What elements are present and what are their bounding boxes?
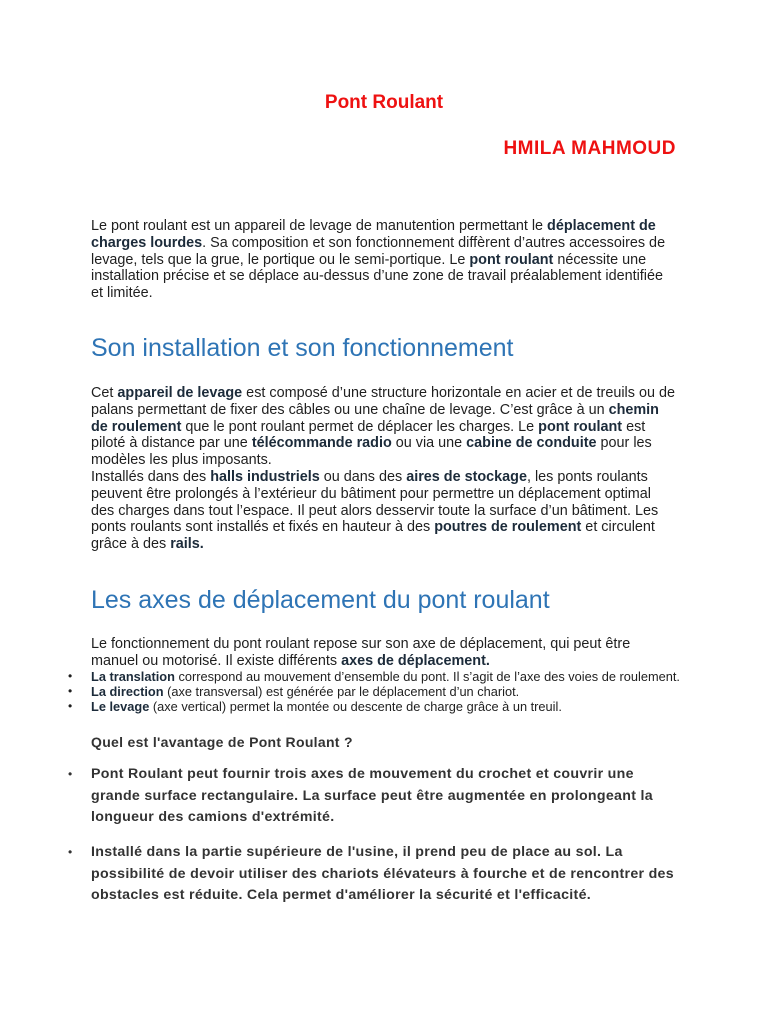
bullet-icon: • bbox=[68, 699, 73, 713]
bold-term: axes de déplacement. bbox=[341, 652, 490, 669]
list-item bbox=[64, 764, 680, 829]
bullet-icon: • bbox=[68, 845, 73, 859]
text-run: Le pont roulant est un appareil de levage de manutention permettant le bbox=[91, 218, 548, 234]
bold-term: télécommande radio bbox=[251, 435, 392, 452]
text-run: , les ponts roulants peuvent être prolongés à l’extérieur du bâtiment pour permettre un déplacement optimal des charges dans tout l’espace. Il peut alors desservir toute la surface d’un bâtiment. Les ponts roulants sont installés et fixés en hauteur à des bbox=[91, 468, 659, 536]
axis-text: (axe transversal) est générée par le déplacement d’un chariot. bbox=[163, 684, 520, 699]
text-run: pour les modèles les plus imposants. bbox=[91, 435, 652, 469]
axis-label: La direction bbox=[91, 684, 164, 699]
text-run: est piloté à distance par une bbox=[91, 418, 646, 452]
advantages-list-item-1 bbox=[64, 764, 680, 829]
axis-label: Le levage bbox=[91, 699, 150, 714]
text-run: . Sa composition et son fonctionnement diffèrent d’autres accessoires de levage, tels que la grue, le portique ou le semi-portique. Le bbox=[91, 234, 666, 268]
axis-label: La translation bbox=[91, 669, 175, 684]
bullet-icon: • bbox=[68, 669, 73, 683]
advantage-text: Pont Roulant peut fournir trois axes de mouvement du crochet et couvrir une grande surface rectangulaire. La surface peut être augmentée en prolongeant la longueur des camions d'extrémité. bbox=[91, 766, 653, 825]
list-item bbox=[64, 842, 680, 907]
bold-term: poutres de roulement bbox=[434, 519, 582, 536]
bold-term: appareil de levage bbox=[117, 385, 243, 401]
text-run: Le fonctionnement du pont roulant repose sur son axe de déplacement, qui peut être manuel ou motorisé. Il existe différents bbox=[91, 636, 631, 669]
bold-term: pont roulant bbox=[469, 251, 554, 268]
text-run: ou dans des bbox=[319, 468, 407, 485]
text-run: ou via une bbox=[391, 435, 467, 452]
advantage-question: Quel est l'avantage de Pont Roulant ? bbox=[91, 734, 353, 750]
advantages-list-item-2 bbox=[64, 842, 680, 907]
bullet-icon: • bbox=[68, 684, 73, 698]
bold-term: halls industriels bbox=[210, 468, 320, 485]
installation-paragraph bbox=[91, 385, 675, 553]
bold-term: cabine de conduite bbox=[466, 435, 597, 452]
advantage-text: Installé dans la partie supérieure de l'usine, il prend peu de place au sol. La possibilité de devoir utiliser des chariots élévateurs à fourche et de rencontrer des obstacles est réduite. Cela permet d'améliorer la sécurité et l'efficacité. bbox=[91, 844, 674, 903]
axes-paragraph bbox=[91, 636, 675, 670]
text-run: Cet bbox=[91, 385, 118, 401]
list-item bbox=[64, 669, 680, 684]
bullet-icon: • bbox=[68, 767, 73, 781]
document-title: Pont Roulant bbox=[324, 92, 444, 113]
text-run: nécessite une installation précise et se déplace au-dessus d’une zone de travail préalablement identifiée et limitée. bbox=[91, 251, 663, 302]
text-run: est composé d’une structure horizontale en acier et de treuils ou de palans permettant de fixer des câbles ou une chaîne de levage. C’est grâce à un bbox=[91, 385, 675, 418]
bold-term: aires de stockage bbox=[406, 468, 527, 485]
text-run: et circulent grâce à des bbox=[91, 519, 655, 553]
section-heading-installation: Son installation et son fonctionnement bbox=[91, 334, 514, 362]
list-item bbox=[64, 684, 680, 699]
axes-list bbox=[64, 669, 680, 714]
section-heading-axes: Les axes de déplacement du pont roulant bbox=[91, 586, 550, 614]
bold-term: rails. bbox=[170, 536, 204, 553]
text-run: que le pont roulant permet de déplacer les charges. Le bbox=[181, 418, 539, 435]
text-run: Installés dans des bbox=[91, 468, 211, 485]
axis-text: correspond au mouvement d’ensemble du pont. Il s’agit de l’axe des voies de roulement. bbox=[174, 669, 680, 684]
bold-term: déplacement de charges lourdes bbox=[91, 218, 656, 251]
intro-paragraph bbox=[91, 218, 675, 302]
axis-text: (axe vertical) permet la montée ou descente de charge grâce à un treuil. bbox=[149, 699, 562, 714]
list-item bbox=[64, 699, 680, 714]
author-name: HMILA MAHMOUD bbox=[503, 138, 676, 159]
bold-term: pont roulant bbox=[538, 418, 623, 435]
bold-term: chemin de roulement bbox=[91, 401, 659, 435]
